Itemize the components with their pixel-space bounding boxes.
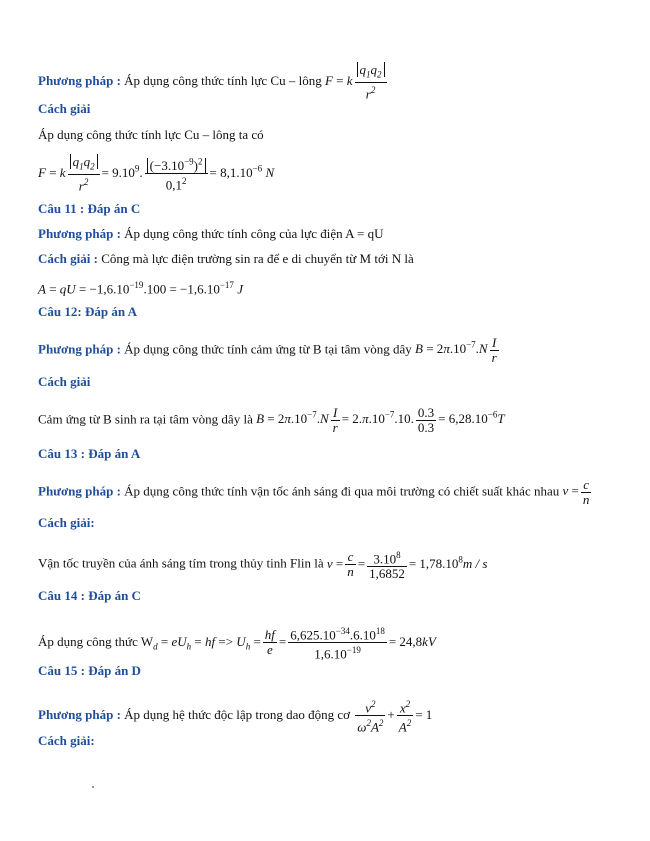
formula-work: A = qU = $-1,6.10^{-19}.100 = -1,6.10^{-17}$ J <box>38 280 243 297</box>
solution-text: Vận tốc truyền của ánh sáng tím trong thủy tinh Flin là <box>38 555 327 571</box>
method-label: Phương pháp : <box>38 706 121 722</box>
question-15-answer: Câu 15 : Đáp án D <box>38 663 141 678</box>
method-line-magnetic <box>38 336 501 365</box>
solution-heading: Cách giải <box>38 101 91 116</box>
method-label: Phương pháp : <box>38 483 121 499</box>
question-11-answer: Câu 11 : Đáp án C <box>38 201 141 216</box>
body-text: Áp dụng công thức tính lực Cu – lông ta có <box>38 127 264 142</box>
question-12-answer: Câu 12: Đáp án A <box>38 304 137 319</box>
formula-magnetic-calc: $B = 2\pi.10^{-7}.N$ $\frac{I}{r}$ = $2.\pi.10^{-7}.10$. $\frac{0.3}{0.3}$ = $6,28.10^{-6}T$ <box>256 405 505 435</box>
solution-text: Công mà lực điện trường sin ra để e di chuyển từ M tới N là <box>97 251 414 266</box>
formula-photoelectric: $W_d = eU_h$ = hf => $U_h$ = $\frac{hf}{e}$ = $\frac{6,625.10^{-34}.6.10^{18}}{1,6.10^{-19}}$ = 24,8kV <box>140 626 436 662</box>
solution-text: Cảm ứng từ B sinh ra tại tâm vòng dây là <box>38 411 257 427</box>
formula-oscillation: $\frac{v^2}{\omega^2A^2}$ + $\frac{x^2}{A^2}$ = 1 <box>357 699 433 735</box>
method-text: Áp dụng công thức tính cảm ứng từ B tại tâm vòng dây <box>120 341 416 357</box>
solution-heading: Cách giải <box>38 374 91 389</box>
method-text: Áp dụng công thức tính vận tốc ánh sáng đi qua môi trường có chiết suất khác nhau <box>120 483 563 499</box>
solution-line-magnetic <box>38 406 505 435</box>
formula-magnetic: $B = 2\pi.10^{-7}.N$ $\frac{I}{r}$ <box>415 335 497 365</box>
solution-label: Cách giải : <box>38 251 98 266</box>
solution-line-photoelectric <box>38 624 436 662</box>
stray-dot <box>92 786 94 788</box>
method-text: Áp dụng công thức tính công của lực điện A = qU <box>120 226 384 241</box>
method-line-light <box>38 478 593 507</box>
formula-coulomb: F = k $\frac{q_1q_2}{r^2}$ <box>325 73 389 88</box>
method-label: Phương pháp : <box>38 341 121 357</box>
solution-line-light <box>38 548 487 581</box>
solution-heading: Cách giải: <box>38 733 95 748</box>
question-13-answer: Câu 13 : Đáp án A <box>38 446 141 461</box>
method-text: Áp dụng công thức tính lực Cu – lông <box>120 72 325 88</box>
method-line-work <box>38 226 384 242</box>
method-label: Phương pháp : <box>38 226 121 241</box>
solution-line-work <box>38 251 414 267</box>
question-14-answer: Câu 14 : Đáp án C <box>38 588 141 603</box>
formula-light: v = $\frac{c}{n}$ <box>562 477 590 507</box>
formula-light-calc: v = $\frac{c}{n}$ = $\frac{3.10^8}{1,6852}$ = $1,78.10^8m$ / s <box>326 549 488 582</box>
method-line-oscillation <box>38 697 432 735</box>
method-line-coulomb <box>38 63 389 101</box>
formula-coulomb-calc: F = k $\frac{q_1q_2}{r^2}$ = $9.10^9$. $\frac{(-3.10^{-9})^2}{0,1^2}$ = $8,1.10^{-6}$ N <box>38 154 275 193</box>
solution-heading: Cách giải: <box>38 515 95 530</box>
solution-text: Áp dụng công thức <box>38 633 141 649</box>
method-text: Áp dụng hệ thức độc lập trong dao động cơ <box>120 706 354 722</box>
method-label: Phương pháp : <box>38 72 121 88</box>
